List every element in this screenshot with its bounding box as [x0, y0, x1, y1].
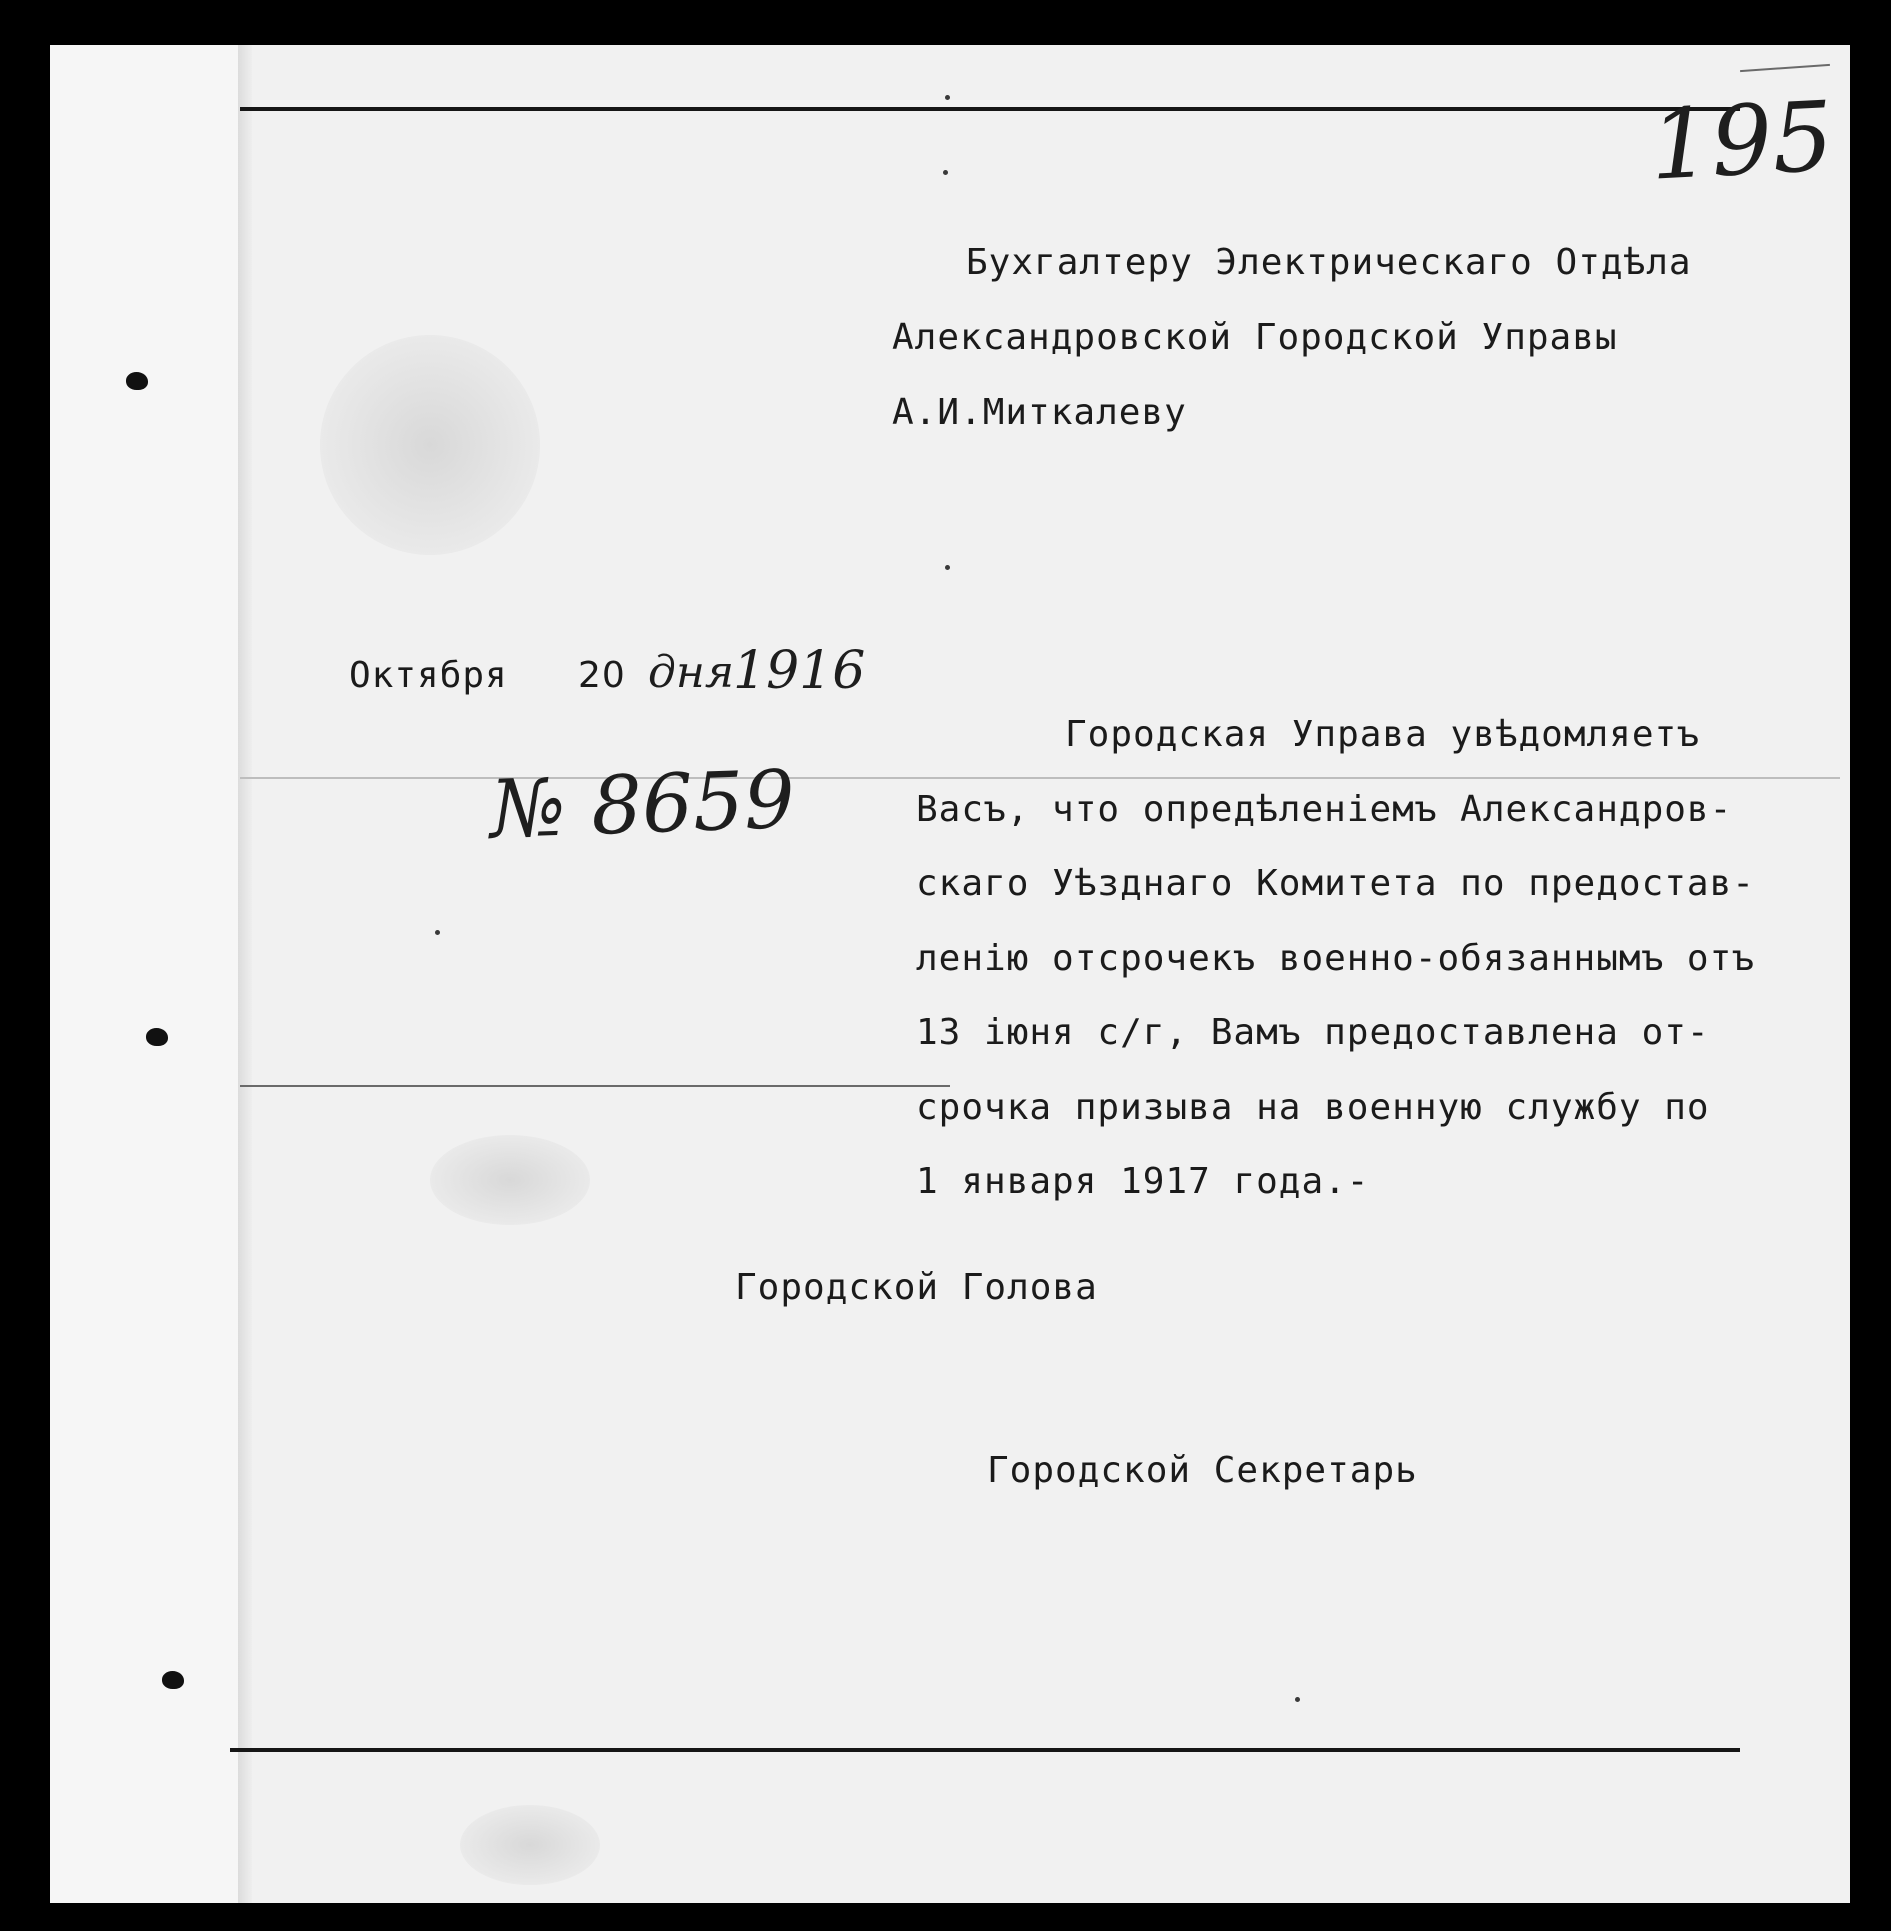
- paper-stain: [320, 335, 540, 555]
- fold-line: [240, 777, 1840, 779]
- body-line: Городская Управа увѣдомляетъ: [1065, 714, 1700, 755]
- body-line: Васъ, что опредѣленіемъ Александров-: [916, 789, 1733, 830]
- addressee-line-3: А.И.Миткалеву: [892, 392, 1187, 433]
- addressee-line-2: Александровской Городской Управы: [892, 317, 1618, 358]
- signature-secretary-title: Городской Секретарь: [987, 1450, 1418, 1491]
- addressee-line-1: Бухгалтеру Электрическаго Отдѣла: [966, 242, 1692, 283]
- paper-stain: [430, 1135, 590, 1225]
- body-line: 1 января 1917 года.-: [916, 1161, 1370, 1202]
- outgoing-number: № 8659: [488, 752, 797, 857]
- ink-speck: [1295, 1697, 1300, 1702]
- archive-page-number: 195: [1647, 80, 1837, 202]
- date-day: 20: [578, 655, 626, 696]
- date-year: 1916: [733, 641, 866, 701]
- punch-hole: [146, 1028, 168, 1046]
- date-month: Октября: [349, 655, 508, 696]
- paper-stain: [460, 1805, 600, 1885]
- date-handwritten-abbrev: дня: [648, 647, 735, 698]
- ink-speck: [945, 565, 950, 570]
- body-line: срочка призыва на военную службу по: [916, 1087, 1710, 1128]
- binding-margin: [50, 45, 240, 1903]
- punch-hole: [162, 1671, 184, 1689]
- binding-margin-shadow: [238, 45, 252, 1903]
- ink-speck: [435, 930, 440, 935]
- ink-speck: [943, 170, 948, 175]
- document-page: [50, 45, 1850, 1903]
- ink-speck: [945, 95, 950, 100]
- middle-rule: [240, 1085, 950, 1087]
- top-rule: [240, 107, 1740, 111]
- punch-hole: [126, 372, 148, 390]
- body-line: ленію отсрочекъ военно-обязаннымъ отъ: [916, 938, 1755, 979]
- body-line: скаго Уѣзднаго Комитета по предостав-: [916, 863, 1755, 904]
- top-right-rule: [1740, 64, 1830, 72]
- body-line: 13 іюня с/г, Вамъ предоставлена от-: [916, 1012, 1710, 1053]
- bottom-rule: [230, 1748, 1740, 1752]
- signature-head-title: Городской Голова: [735, 1267, 1098, 1308]
